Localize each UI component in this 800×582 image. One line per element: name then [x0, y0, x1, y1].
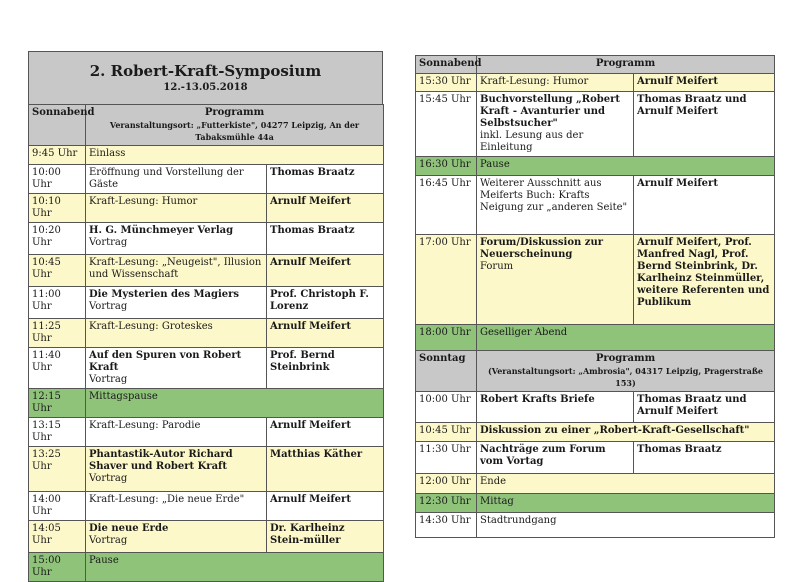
- event-title: Die neue Erde: [89, 523, 169, 534]
- event-cell: [86, 255, 267, 287]
- schedule-row: [29, 319, 384, 348]
- program-header-row: [416, 56, 775, 74]
- schedule-row: [29, 492, 384, 521]
- event-title: Kraft-Lesung: „Neugeist", Illusion und Wissenschaft: [89, 257, 262, 280]
- event-title: Die Mysterien des Magiers: [89, 289, 240, 300]
- speaker-cell: [634, 74, 775, 92]
- speaker-cell: [267, 194, 384, 223]
- schedule-row: [29, 389, 384, 418]
- event-subtitle: Vortrag: [89, 374, 128, 385]
- event-subtitle: Vortrag: [89, 473, 128, 484]
- schedule-row: [416, 513, 775, 538]
- program-header: Programm: [204, 107, 265, 118]
- time-cell: [416, 74, 477, 92]
- speaker-cell: [634, 176, 775, 235]
- time-cell: [416, 474, 477, 494]
- speaker-cell: [634, 392, 775, 423]
- time-text: 17:00 Uhr: [419, 237, 471, 248]
- day-header: Sonnabend: [419, 58, 482, 69]
- event-cell: [477, 74, 634, 92]
- event-subtitle: Vortrag: [89, 237, 128, 248]
- time-cell: [29, 447, 86, 492]
- event-cell: [86, 447, 267, 492]
- time-text: 11:40 Uhr: [32, 350, 61, 373]
- time-cell: [416, 392, 477, 423]
- speaker-cell: [267, 255, 384, 287]
- speaker-name: Prof. Christoph F. Lorenz: [270, 289, 369, 312]
- schedule-row: [29, 287, 384, 319]
- speaker-name: Arnulf Meifert: [637, 76, 718, 87]
- event-cell: [477, 423, 775, 442]
- time-text: 10:20 Uhr: [32, 225, 61, 248]
- schedule-row: [29, 146, 384, 165]
- time-cell: [29, 194, 86, 223]
- speaker-cell: [267, 447, 384, 492]
- time-cell: [29, 553, 86, 582]
- time-text: 13:15 Uhr: [32, 420, 61, 443]
- time-cell: [416, 325, 477, 351]
- time-text: 18:00 Uhr: [419, 327, 471, 338]
- schedule-row: [416, 235, 775, 325]
- event-title: Kraft-Lesung: „Die neue Erde": [89, 494, 245, 505]
- event-cell: [86, 223, 267, 255]
- event-title: Kraft-Lesung: Parodie: [89, 420, 201, 431]
- event-cell: [477, 513, 775, 538]
- event-cell: [477, 235, 634, 325]
- time-cell: [29, 223, 86, 255]
- schedule-row: [29, 165, 384, 194]
- speaker-cell: [634, 235, 775, 325]
- time-cell: [416, 235, 477, 325]
- event-cell: [86, 553, 384, 582]
- time-cell: [29, 165, 86, 194]
- time-cell: [416, 494, 477, 513]
- schedule-row: [29, 223, 384, 255]
- time-text: 12:00 Uhr: [419, 476, 471, 487]
- event-title: Ende: [480, 476, 507, 487]
- time-cell: [416, 92, 477, 157]
- speaker-cell: [267, 418, 384, 447]
- event-cell: [477, 157, 775, 176]
- time-text: 11:25 Uhr: [32, 321, 61, 344]
- program-header: Programm: [595, 58, 656, 69]
- time-text: 9:45 Uhr: [32, 148, 78, 159]
- event-title: Diskussion zu einer „Robert-Kraft-Gesellschaft": [480, 425, 750, 436]
- time-cell: [29, 492, 86, 521]
- time-text: 10:45 Uhr: [419, 425, 471, 436]
- speaker-cell: [267, 287, 384, 319]
- time-cell: [29, 287, 86, 319]
- day-header: Sonnabend: [32, 107, 95, 118]
- time-text: 11:30 Uhr: [419, 444, 471, 455]
- event-title: Kraft-Lesung: Groteskes: [89, 321, 213, 332]
- time-cell: [29, 146, 86, 165]
- event-title: Phantastik-Autor Richard Shaver und Robert Kraft: [89, 449, 233, 472]
- event-subtitle: Forum: [480, 261, 514, 272]
- speaker-cell: [267, 165, 384, 194]
- event-title: Kraft-Lesung: Humor: [480, 76, 589, 87]
- event-subtitle: inkl. Lesung aus der Einleitung: [480, 130, 584, 153]
- saturday-sunday-schedule-table: [415, 55, 775, 538]
- event-cell: [86, 319, 267, 348]
- day-header-cell: [416, 351, 477, 392]
- event-cell: [477, 494, 775, 513]
- time-text: 12:15 Uhr: [32, 391, 61, 414]
- time-cell: [416, 157, 477, 176]
- event-title: Geselliger Abend: [480, 327, 568, 338]
- speaker-name: Thomas Braatz und Arnulf Meifert: [637, 94, 747, 117]
- time-cell: [29, 319, 86, 348]
- speaker-name: Arnulf Meifert: [270, 494, 351, 505]
- schedule-row: [29, 348, 384, 389]
- event-title: Stadtrundgang: [480, 515, 557, 526]
- schedule-row: [29, 447, 384, 492]
- program-header-cell: [477, 56, 775, 74]
- event-cell: [86, 521, 267, 553]
- program-header-cell: [86, 105, 384, 146]
- speaker-cell: [634, 92, 775, 157]
- event-cell: [86, 146, 384, 165]
- program-header-row: [29, 105, 384, 146]
- time-cell: [416, 423, 477, 442]
- symposium-date: 12.-13.05.2018: [163, 82, 248, 93]
- speaker-name: Arnulf Meifert: [270, 257, 351, 268]
- event-cell: [477, 392, 634, 423]
- schedule-row: [416, 325, 775, 351]
- speaker-cell: [267, 492, 384, 521]
- time-text: 10:45 Uhr: [32, 257, 61, 280]
- venue-text: (Veranstaltungsort: „Ambrosia", 04317 Leipzig, Pragerstraße 153): [487, 366, 764, 388]
- event-cell: [86, 389, 384, 418]
- speaker-name: Prof. Bernd Steinbrink: [270, 350, 335, 373]
- time-cell: [416, 176, 477, 235]
- schedule-row: [29, 418, 384, 447]
- event-cell: [477, 92, 634, 157]
- schedule-row: [416, 423, 775, 442]
- schedule-row: [416, 92, 775, 157]
- event-cell: [477, 474, 775, 494]
- event-title: Kraft-Lesung: Humor: [89, 196, 198, 207]
- speaker-name: Arnulf Meifert: [270, 196, 351, 207]
- time-cell: [29, 389, 86, 418]
- event-subtitle: Vortrag: [89, 535, 128, 546]
- event-cell: [86, 348, 267, 389]
- time-text: 15:00 Uhr: [32, 555, 61, 578]
- event-cell: [477, 176, 634, 235]
- event-subtitle: Vortrag: [89, 301, 128, 312]
- event-title: Pause: [89, 555, 119, 566]
- speaker-name: Matthias Käther: [270, 449, 363, 460]
- time-text: 12:30 Uhr: [419, 496, 471, 507]
- event-title: Eröffnung und Vorstellung der Gäste: [89, 167, 244, 190]
- time-text: 14:00 Uhr: [32, 494, 61, 517]
- speaker-name: Thomas Braatz und Arnulf Meifert: [637, 394, 747, 417]
- time-cell: [29, 255, 86, 287]
- event-title: Auf den Spuren von Robert Kraft: [89, 350, 242, 373]
- symposium-title: 2. Robert-Kraft-Symposium: [89, 62, 322, 80]
- speaker-cell: [267, 223, 384, 255]
- speaker-name: Arnulf Meifert: [270, 420, 351, 431]
- saturday-schedule-table: [28, 104, 384, 582]
- speaker-name: Arnulf Meifert, Prof. Manfred Nagl, Prof. Bernd Steinbrink, Dr. Karlheinz Steinmüller, weitere Referenten und Publikum: [637, 237, 770, 308]
- day-header-cell: [416, 56, 482, 74]
- time-cell: [416, 442, 477, 474]
- time-text: 16:30 Uhr: [419, 159, 471, 170]
- venue-text: Veranstaltungsort: „Futterkiste", 04277 Leipzig, An der Tabaksmühle 44a: [109, 120, 360, 142]
- event-cell: [86, 418, 267, 447]
- time-text: 16:45 Uhr: [419, 178, 471, 189]
- time-cell: [29, 348, 86, 389]
- time-text: 13:25 Uhr: [32, 449, 61, 472]
- speaker-cell: [634, 442, 775, 474]
- speaker-name: Arnulf Meifert: [637, 178, 718, 189]
- event-cell: [477, 325, 775, 351]
- event-title: Pause: [480, 159, 510, 170]
- event-title: Mittag: [480, 496, 514, 507]
- schedule-row: [416, 442, 775, 474]
- schedule-row: [29, 255, 384, 287]
- event-title: Nachträge zum Forum vom Vortag: [480, 444, 606, 467]
- time-text: 11:00 Uhr: [32, 289, 61, 312]
- time-cell: [416, 513, 477, 538]
- event-title: Robert Krafts Briefe: [480, 394, 595, 405]
- schedule-row: [416, 157, 775, 176]
- time-text: 15:30 Uhr: [419, 76, 471, 87]
- event-title: Einlass: [89, 148, 126, 159]
- schedule-row: [416, 176, 775, 235]
- event-title: Buchvorstellung „Robert Kraft - Avanturier und Selbstsucher": [480, 94, 621, 129]
- day-header-cell: [29, 105, 95, 146]
- time-text: 15:45 Uhr: [419, 94, 471, 105]
- speaker-name: Arnulf Meifert: [270, 321, 351, 332]
- time-text: 10:00 Uhr: [32, 167, 61, 190]
- time-text: 10:10 Uhr: [32, 196, 61, 219]
- speaker-name: Thomas Braatz: [637, 444, 722, 455]
- speaker-cell: [267, 521, 384, 553]
- event-cell: [477, 442, 634, 474]
- schedule-row: [416, 392, 775, 423]
- event-cell: [86, 287, 267, 319]
- event-cell: [86, 492, 267, 521]
- event-cell: [86, 194, 267, 223]
- speaker-name: Thomas Braatz: [270, 167, 355, 178]
- event-title: Weiterer Ausschnitt aus Meiferts Buch: Krafts Neigung zur „anderen Seite": [480, 178, 628, 213]
- speaker-name: Dr. Karlheinz Stein-müller: [270, 523, 345, 546]
- event-title: H. G. Münchmeyer Verlag: [89, 225, 234, 236]
- schedule-row: [29, 521, 384, 553]
- time-text: 10:00 Uhr: [419, 394, 471, 405]
- program-header: Programm: [595, 353, 656, 364]
- program-header-row: [416, 351, 775, 392]
- schedule-row: [416, 474, 775, 494]
- schedule-row: [29, 553, 384, 582]
- time-cell: [29, 521, 86, 553]
- schedule-row: [416, 494, 775, 513]
- time-text: 14:30 Uhr: [419, 515, 471, 526]
- program-header-cell: [477, 351, 775, 392]
- event-title: Mittagspause: [89, 391, 158, 402]
- schedule-row: [29, 194, 384, 223]
- day-header: Sonntag: [419, 353, 466, 364]
- time-text: 14:05 Uhr: [32, 523, 61, 546]
- schedule-row: [416, 74, 775, 92]
- event-title: Forum/Diskussion zur Neuerscheinung: [480, 237, 603, 260]
- symposium-title-box: [28, 51, 383, 104]
- speaker-cell: [267, 348, 384, 389]
- speaker-cell: [267, 319, 384, 348]
- event-cell: [86, 165, 267, 194]
- speaker-name: Thomas Braatz: [270, 225, 355, 236]
- time-cell: [29, 418, 86, 447]
